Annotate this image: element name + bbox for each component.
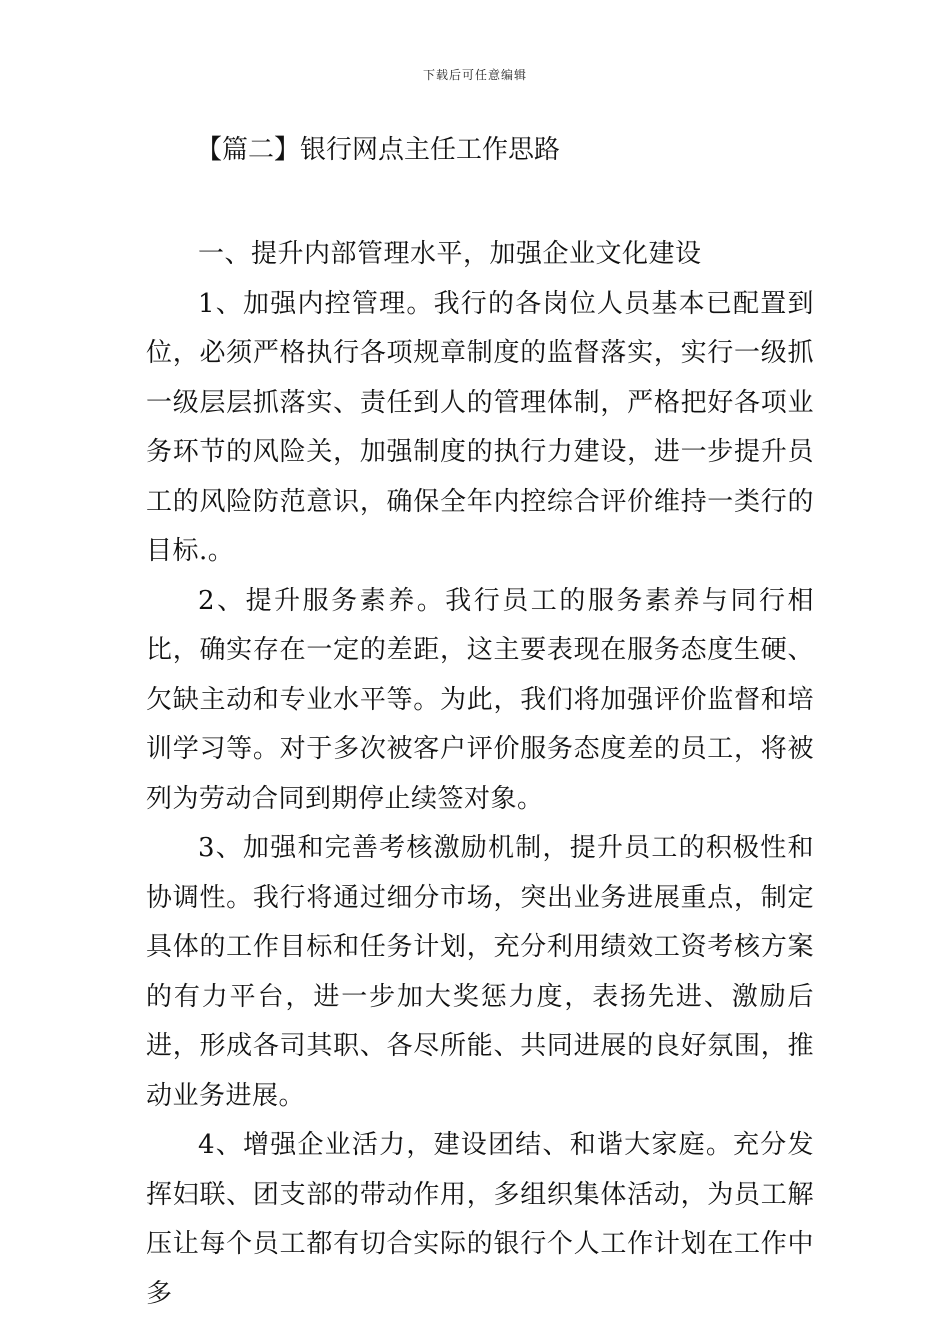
paragraph-1: 1、加强内控管理。我行的各岗位人员基本已配置到位，必须严格执行各项规章制度的监督落实，实行一级抓一级层层抓落实、责任到人的管理体制，严格把好各项业务环节的风险关，加强制度的执行力建设，进一步提升员工的风险防范意识，确保全年内控综合评价维持一类行的目标.。 xyxy=(146,288,814,566)
section-heading: 一、提升内部管理水平，加强企业文化建设 xyxy=(198,239,702,269)
paragraph-4: 4、增强企业活力，建设团结、和谐大家庭。充分发挥妇联、团支部的带动作用，多组织集体活动，为员工解压让每个员工都有切合实际的银行个人工作计划在工作中多 xyxy=(146,1130,814,1309)
header-note: 下载后可任意编辑 xyxy=(422,68,527,82)
document-title: 【篇二】银行网点主任工作思路 xyxy=(196,135,561,165)
paragraph-3: 3、加强和完善考核激励机制，提升员工的积极性和协调性。我行将通过细分市场，突出业务进展重点，制定具体的工作目标和任务计划，充分利用绩效工资考核方案的有力平台，进一步加大奖惩力度，表扬先进、激励后进，形成各司其职、各尽所能、共同进展的良好氛围，推动业务进展。 xyxy=(146,833,814,1111)
document-body xyxy=(146,130,814,1319)
paragraph-2: 2、提升服务素养。我行员工的服务素养与同行相比，确实存在一定的差距，这主要表现在服务态度生硬、欠缺主动和专业水平等。为此，我们将加强评价监督和培训学习等。对于多次被客户评价服务态度差的员工，将被列为劳动合同到期停止续签对象。 xyxy=(146,585,814,814)
